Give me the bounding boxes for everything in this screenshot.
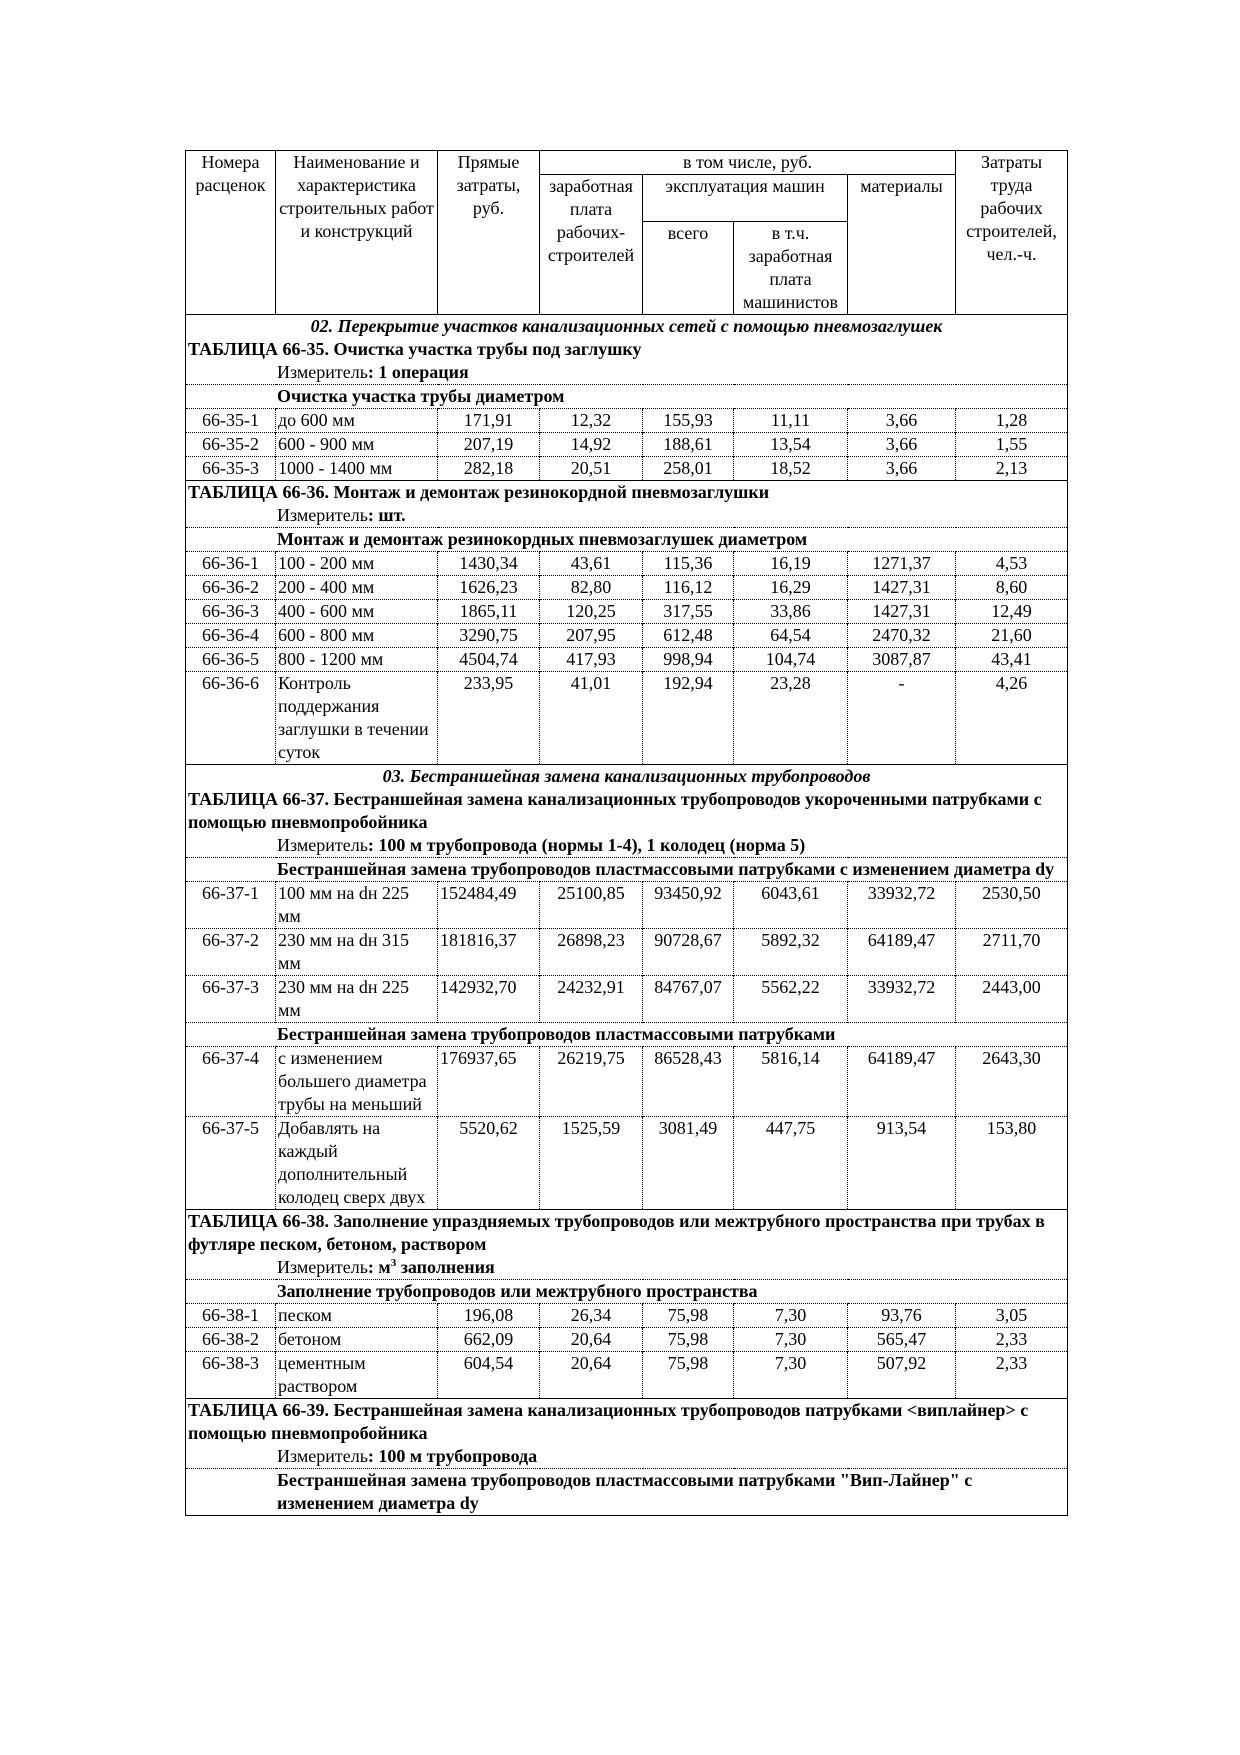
machinist-wages: 447,75 [734, 1117, 848, 1210]
wages: 41,01 [540, 672, 643, 765]
table-row [186, 409, 1068, 433]
header-rate-number: Номера расценок [186, 151, 276, 315]
header-machines: эксплуатация машин [643, 175, 848, 222]
rate-code: 66-36-2 [186, 576, 276, 600]
direct-costs: 662,09 [438, 1328, 540, 1352]
rate-code: 66-38-3 [186, 1352, 276, 1399]
machinist-wages: 16,29 [734, 576, 848, 600]
machines-total: 93450,92 [643, 882, 734, 929]
labor-costs: 2711,70 [956, 929, 1068, 976]
direct-costs: 282,18 [438, 457, 540, 481]
labor-costs: 4,53 [956, 552, 1068, 576]
table-row [186, 1047, 1068, 1117]
meter-value: : 1 операция [367, 362, 469, 382]
group-title: Очистка участка трубы диаметром [186, 385, 1068, 409]
rate-code: 66-37-5 [186, 1117, 276, 1210]
wages: 26,34 [540, 1304, 643, 1328]
materials: 64189,47 [848, 929, 956, 976]
machines-total: 90728,67 [643, 929, 734, 976]
machinist-wages: 6043,61 [734, 882, 848, 929]
header-machines-total: всего [643, 222, 734, 315]
direct-costs: 5520,62 [438, 1117, 540, 1210]
section-title-row [186, 765, 1068, 789]
rate-code: 66-37-3 [186, 976, 276, 1023]
table-row [186, 1304, 1068, 1328]
wages: 25100,85 [540, 882, 643, 929]
machinist-wages: 64,54 [734, 624, 848, 648]
direct-costs: 1430,34 [438, 552, 540, 576]
rate-code: 66-35-3 [186, 457, 276, 481]
rate-code: 66-35-2 [186, 433, 276, 457]
machines-total: 317,55 [643, 600, 734, 624]
direct-costs: 4504,74 [438, 648, 540, 672]
group-title-row [186, 1469, 1068, 1516]
machines-total: 86528,43 [643, 1047, 734, 1117]
table-title-row [186, 481, 1068, 505]
materials: 3087,87 [848, 648, 956, 672]
group-title-row [186, 528, 1068, 552]
table-title: ТАБЛИЦА 66-38. Заполнение упраздняемых трубопроводов или межтрубного пространства при трубах в футляре песком, бетоном, раствором [186, 1210, 1068, 1257]
labor-costs: 1,28 [956, 409, 1068, 433]
machines-total: 75,98 [643, 1328, 734, 1352]
labor-costs: 2530,50 [956, 882, 1068, 929]
direct-costs: 176937,65 [438, 1047, 540, 1117]
labor-costs: 153,80 [956, 1117, 1068, 1210]
table-title: ТАБЛИЦА 66-35. Очистка участка трубы под заглушку [186, 338, 1068, 361]
work-description: 200 - 400 мм [276, 576, 438, 600]
materials: 1271,37 [848, 552, 956, 576]
wages: 120,25 [540, 600, 643, 624]
meter-row [186, 1445, 1068, 1469]
work-description: 1000 - 1400 мм [276, 457, 438, 481]
materials: 64189,47 [848, 1047, 956, 1117]
table-row [186, 648, 1068, 672]
materials: 33932,72 [848, 882, 956, 929]
materials: - [848, 672, 956, 765]
table-row [186, 976, 1068, 1023]
labor-costs: 21,60 [956, 624, 1068, 648]
section-title-row [186, 315, 1068, 339]
direct-costs: 207,19 [438, 433, 540, 457]
materials: 565,47 [848, 1328, 956, 1352]
group-title: Бестраншейная замена трубопроводов пластмассовыми патрубками [186, 1023, 1068, 1047]
meter-cell [186, 361, 1068, 385]
materials: 1427,31 [848, 576, 956, 600]
meter-cell [186, 1256, 1068, 1280]
wages: 82,80 [540, 576, 643, 600]
machinist-wages: 5892,32 [734, 929, 848, 976]
work-description: 600 - 900 мм [276, 433, 438, 457]
meter-row [186, 834, 1068, 858]
table-title: ТАБЛИЦА 66-37. Бестраншейная замена канализационных трубопроводов укороченными патрубками с помощью пневмопробойника [186, 788, 1068, 834]
meter-row [186, 361, 1068, 385]
direct-costs: 196,08 [438, 1304, 540, 1328]
rate-code: 66-35-1 [186, 409, 276, 433]
work-description: 230 мм на dн 225 мм [276, 976, 438, 1023]
section-title: 02. Перекрытие участков канализационных сетей с помощью пневмозаглушек [186, 315, 1068, 339]
labor-costs: 43,41 [956, 648, 1068, 672]
direct-costs: 152484,49 [438, 882, 540, 929]
work-description: 100 мм на dн 225 мм [276, 882, 438, 929]
work-description: с изменением большего диаметра трубы на меньший [276, 1047, 438, 1117]
rate-code: 66-36-6 [186, 672, 276, 765]
table-body [186, 315, 1068, 1516]
group-title: Монтаж и демонтаж резинокордных пневмозаглушек диаметром [186, 528, 1068, 552]
labor-costs: 2643,30 [956, 1047, 1068, 1117]
table-row [186, 672, 1068, 765]
group-title: Бестраншейная замена трубопроводов пластмассовыми патрубками "Вип-Лайнер" с изменением диаметра dу [186, 1469, 1068, 1516]
table-title-row [186, 1399, 1068, 1446]
wages: 12,32 [540, 409, 643, 433]
header-materials: материалы [848, 175, 956, 315]
wages: 417,93 [540, 648, 643, 672]
rate-code: 66-37-1 [186, 882, 276, 929]
rate-code: 66-36-5 [186, 648, 276, 672]
work-description: цементным раствором [276, 1352, 438, 1399]
direct-costs: 233,95 [438, 672, 540, 765]
machinist-wages: 104,74 [734, 648, 848, 672]
rate-code: 66-36-3 [186, 600, 276, 624]
machinist-wages: 18,52 [734, 457, 848, 481]
meter-label: Измеритель [277, 362, 368, 382]
header-labor-costs: Затраты труда рабочих строителей, чел.-ч. [956, 151, 1068, 315]
work-description: бетоном [276, 1328, 438, 1352]
machines-total: 155,93 [643, 409, 734, 433]
wages: 26898,23 [540, 929, 643, 976]
meter-label: Измеритель [277, 835, 368, 855]
meter-value: : м [367, 1257, 391, 1277]
machinist-wages: 5816,14 [734, 1047, 848, 1117]
table-title-row [186, 338, 1068, 361]
machines-total: 3081,49 [643, 1117, 734, 1210]
materials: 3,66 [848, 409, 956, 433]
header-machinist-wages: в т.ч. заработная плата машинистов [734, 222, 848, 315]
group-title: Заполнение трубопроводов или межтрубного пространства [186, 1280, 1068, 1304]
meter-cell [186, 1445, 1068, 1469]
machines-total: 998,94 [643, 648, 734, 672]
meter-row [186, 1256, 1068, 1280]
rate-code: 66-36-1 [186, 552, 276, 576]
table-row [186, 457, 1068, 481]
work-description: песком [276, 1304, 438, 1328]
machinist-wages: 16,19 [734, 552, 848, 576]
labor-costs: 2,33 [956, 1328, 1068, 1352]
wages: 20,64 [540, 1328, 643, 1352]
header-work-name: Наименование и характеристика строительных работ и конструкций [276, 151, 438, 315]
group-title: Бестраншейная замена трубопроводов пластмассовыми патрубками с изменением диаметра dу [186, 858, 1068, 882]
rate-code: 66-36-4 [186, 624, 276, 648]
direct-costs: 171,91 [438, 409, 540, 433]
meter-label: Измеритель [277, 1446, 368, 1466]
meter-row [186, 504, 1068, 528]
labor-costs: 3,05 [956, 1304, 1068, 1328]
machines-total: 75,98 [643, 1352, 734, 1399]
direct-costs: 1865,11 [438, 600, 540, 624]
group-title-row [186, 858, 1068, 882]
materials: 3,66 [848, 457, 956, 481]
machines-total: 115,36 [643, 552, 734, 576]
labor-costs: 12,49 [956, 600, 1068, 624]
wages: 20,64 [540, 1352, 643, 1399]
materials: 93,76 [848, 1304, 956, 1328]
header-including-group: в том числе, руб. [540, 151, 956, 175]
wages: 26219,75 [540, 1047, 643, 1117]
meter-cell [186, 504, 1068, 528]
machinist-wages: 5562,22 [734, 976, 848, 1023]
direct-costs: 1626,23 [438, 576, 540, 600]
machines-total: 75,98 [643, 1304, 734, 1328]
rate-code: 66-37-4 [186, 1047, 276, 1117]
wages: 20,51 [540, 457, 643, 481]
meter-label: Измеритель [277, 1257, 368, 1277]
direct-costs: 181816,37 [438, 929, 540, 976]
wages: 43,61 [540, 552, 643, 576]
table-row [186, 624, 1068, 648]
work-description: Добавлять на каждый дополнительный колодец сверх двух [276, 1117, 438, 1210]
work-description: Контроль поддержания заглушки в течении суток [276, 672, 438, 765]
work-description: 230 мм на dн 315 мм [276, 929, 438, 976]
meter-cell [186, 834, 1068, 858]
materials: 913,54 [848, 1117, 956, 1210]
group-title-row [186, 1023, 1068, 1047]
direct-costs: 3290,75 [438, 624, 540, 648]
machinist-wages: 13,54 [734, 433, 848, 457]
work-description: 800 - 1200 мм [276, 648, 438, 672]
meter-label: Измеритель [277, 505, 368, 525]
direct-costs: 604,54 [438, 1352, 540, 1399]
work-description: до 600 мм [276, 409, 438, 433]
table-row [186, 433, 1068, 457]
labor-costs: 8,60 [956, 576, 1068, 600]
materials: 1427,31 [848, 600, 956, 624]
table-row [186, 600, 1068, 624]
meter-value: : 100 м трубопровода [367, 1446, 538, 1466]
machinist-wages: 23,28 [734, 672, 848, 765]
table-row [186, 1117, 1068, 1210]
rate-code: 66-38-2 [186, 1328, 276, 1352]
labor-costs: 2,33 [956, 1352, 1068, 1399]
labor-costs: 2443,00 [956, 976, 1068, 1023]
section-title: 03. Бестраншейная замена канализационных трубопроводов [186, 765, 1068, 789]
header-wages: заработная плата рабочих-строителей [540, 175, 643, 315]
wages: 207,95 [540, 624, 643, 648]
materials: 507,92 [848, 1352, 956, 1399]
table-title: ТАБЛИЦА 66-39. Бестраншейная замена канализационных трубопроводов патрубками <виплайнер> с помощью пневмопробойника [186, 1399, 1068, 1446]
work-description: 400 - 600 мм [276, 600, 438, 624]
meter-value: : 100 м трубопровода (нормы 1-4), 1 колодец (норма 5) [367, 835, 806, 855]
machinist-wages: 7,30 [734, 1304, 848, 1328]
wages: 14,92 [540, 433, 643, 457]
table-row [186, 882, 1068, 929]
table-title-row [186, 1210, 1068, 1257]
machines-total: 612,48 [643, 624, 734, 648]
rates-table [185, 150, 1068, 1516]
table-title: ТАБЛИЦА 66-36. Монтаж и демонтаж резинокордной пневмозаглушки [186, 481, 1068, 505]
materials: 2470,32 [848, 624, 956, 648]
table-title-row [186, 788, 1068, 834]
rate-code: 66-37-2 [186, 929, 276, 976]
machines-total: 192,94 [643, 672, 734, 765]
price-document [185, 150, 1067, 1516]
meter-tail: заполнения [396, 1257, 495, 1277]
machines-total: 188,61 [643, 433, 734, 457]
machines-total: 84767,07 [643, 976, 734, 1023]
header-direct-costs: Прямые затраты, руб. [438, 151, 540, 315]
machinist-wages: 7,30 [734, 1328, 848, 1352]
wages: 1525,59 [540, 1117, 643, 1210]
machinist-wages: 11,11 [734, 409, 848, 433]
meter-value: : шт. [367, 505, 406, 525]
work-description: 100 - 200 мм [276, 552, 438, 576]
labor-costs: 1,55 [956, 433, 1068, 457]
materials: 33932,72 [848, 976, 956, 1023]
machinist-wages: 7,30 [734, 1352, 848, 1399]
table-row [186, 1352, 1068, 1399]
table-row [186, 576, 1068, 600]
table-row [186, 1328, 1068, 1352]
machines-total: 258,01 [643, 457, 734, 481]
direct-costs: 142932,70 [438, 976, 540, 1023]
work-description: 600 - 800 мм [276, 624, 438, 648]
group-title-row [186, 1280, 1068, 1304]
rate-code: 66-38-1 [186, 1304, 276, 1328]
meter-superscript: 3 [390, 1257, 397, 1269]
labor-costs: 2,13 [956, 457, 1068, 481]
labor-costs: 4,26 [956, 672, 1068, 765]
materials: 3,66 [848, 433, 956, 457]
table-header [186, 151, 1068, 315]
wages: 24232,91 [540, 976, 643, 1023]
machines-total: 116,12 [643, 576, 734, 600]
machinist-wages: 33,86 [734, 600, 848, 624]
group-title-row [186, 385, 1068, 409]
table-row [186, 929, 1068, 976]
table-row [186, 552, 1068, 576]
